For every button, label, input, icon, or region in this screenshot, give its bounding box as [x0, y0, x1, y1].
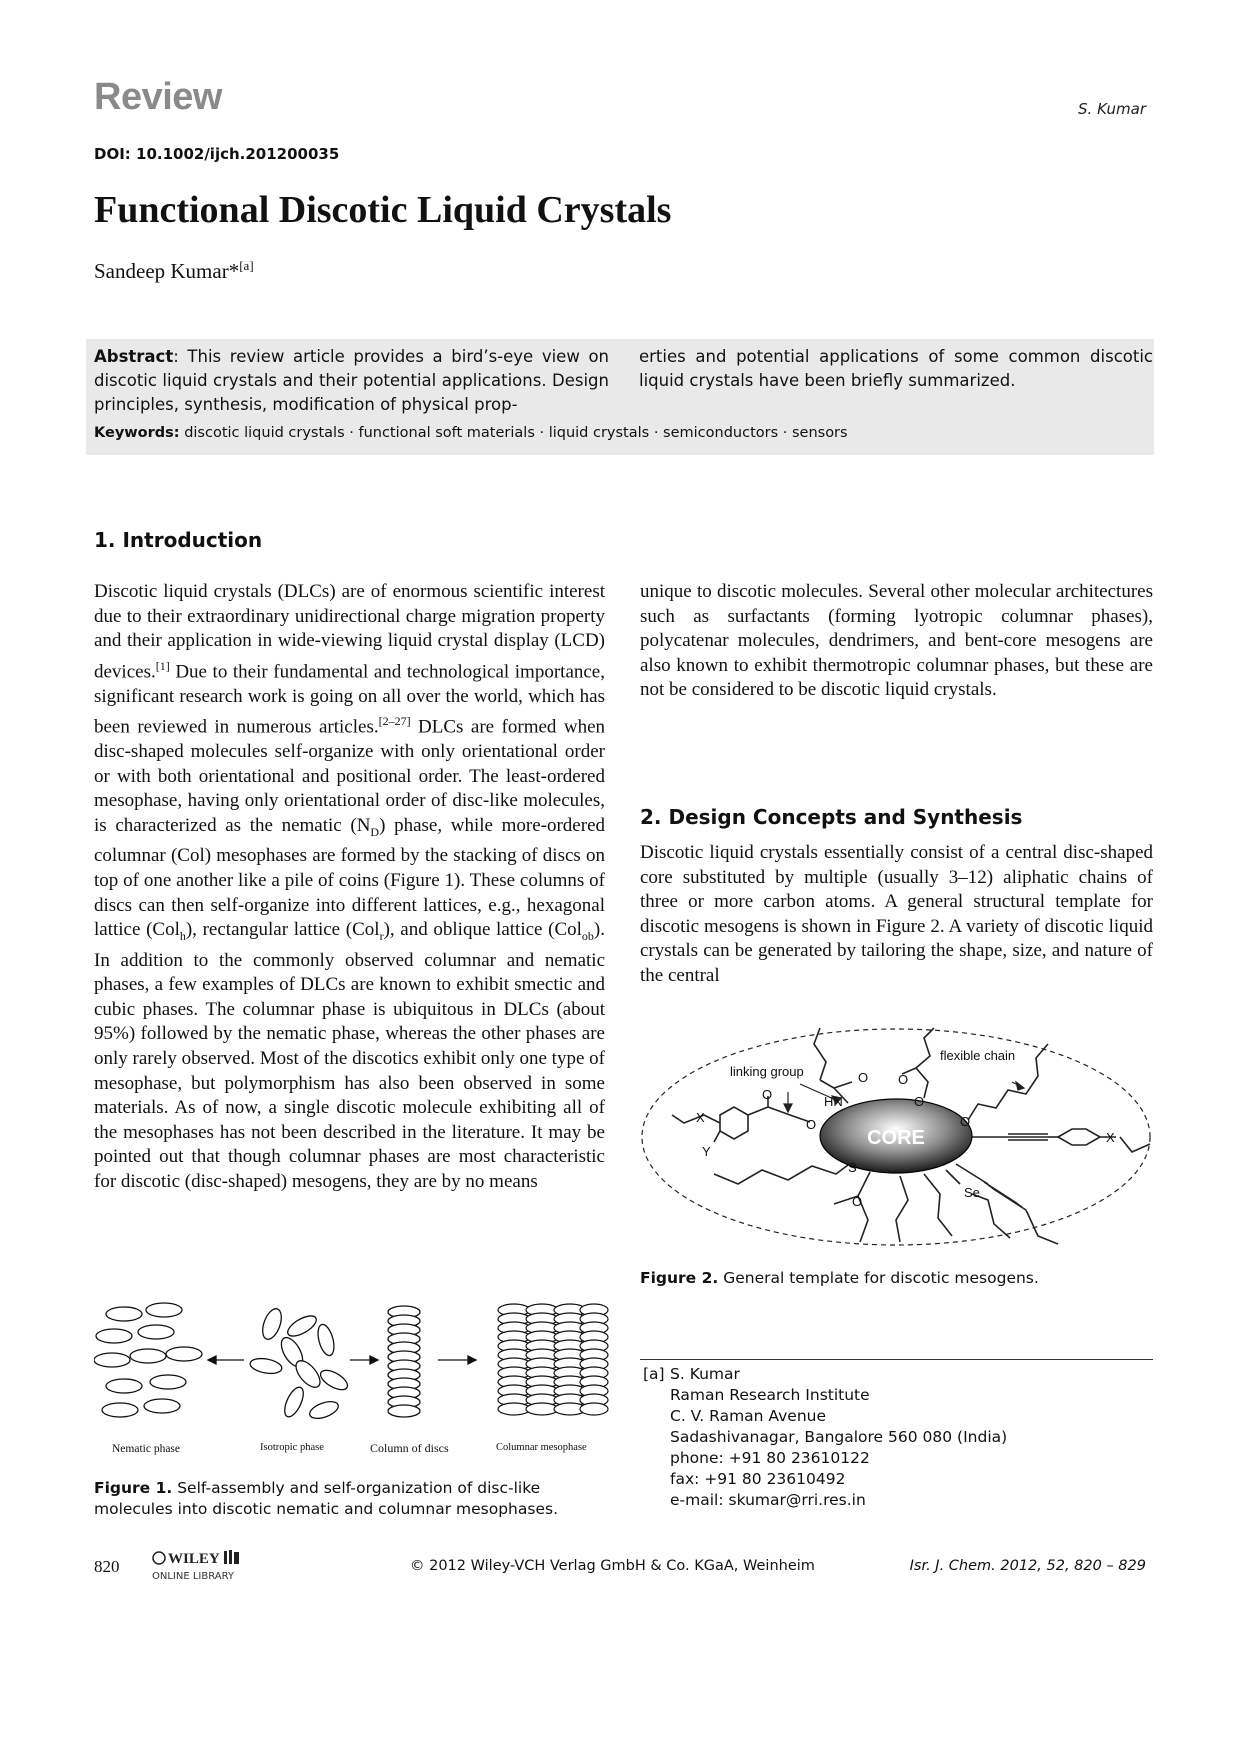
affiliation-email[interactable]: e-mail: skumar@rri.res.in: [670, 1491, 866, 1509]
svg-text:S: S: [848, 1160, 857, 1175]
linking-group-label: linking group: [730, 1064, 804, 1079]
figure-1-diagram: [94, 1300, 614, 1460]
page-number: 820: [94, 1557, 120, 1576]
svg-text:Se: Se: [964, 1185, 980, 1200]
svg-text:HN: HN: [824, 1094, 843, 1109]
affiliation-block: [643, 1364, 1007, 1511]
design-text: Discotic liquid crystals essentially consist of a central disc-shaped core substituted by multiple (usually 3–12) aliphatic chains of three or more carbon atoms. A general structural template for discotic mesogens is shown in Figure 2. A variety of discotic liquid crystals can be generated by tailoring the shape, size, and nature of the central: [640, 842, 1153, 986]
abstract-label: Abstract: [94, 347, 174, 366]
affiliation-institute: Raman Research Institute: [670, 1386, 870, 1404]
keywords-text: discotic liquid crystals · functional soft materials · liquid crystals · semiconductors · sensors: [184, 425, 848, 441]
intro-right-column: unique to discotic molecules. Several other molecular architectures such as surfactants (forming lyotropic columnar phases), polycatenar molecules, dendrimers, and bent-core mesogens are also known to exhibit thermotropic columnar phases, but these are not be considered to be discotic liquid crystals.: [640, 581, 1153, 701]
affiliation-rule: [640, 1359, 1153, 1360]
abstract-text-right: erties and potential applications of some common discotic liquid crystals have been briefly summarized.: [639, 347, 1153, 390]
figure-2-caption: [640, 1268, 1153, 1289]
journal-citation: Isr. J. Chem. 2012, 52, 820 – 829: [909, 1558, 1146, 1574]
wiley-logo-icon: [152, 1549, 252, 1583]
intro-left-column: Discotic liquid crystals (DLCs) are of enormous scientific interest due to their extraordinary unidirectional charge migration property and their application in wide-viewing liquid crystal display (LCD) devices.[1] Due to their fundamental and technological importance, significant research work is going on all over the world, which has been reviewed in numerous articles.[2–27] DLCs are formed when disc-shaped molecules self-organize with only orientational order or with both orientational and positional order. The least-ordered mesophase, having only orientational order of disc-like molecules, is characterized as the nematic $(N_D)$ phase, while more-ordered columnar (Col) mesophases are formed by the stacking of discs on top of one another like a pile of coins (Figure 1). These columns of discs can then self-organize into different lattices, e.g., hexagonal lattice (Col$_h$), rectangular lattice (Col$_r$), and oblique lattice (Col$_{ob}$). In addition to the commonly observed columnar and nematic phases, a few examples of DLCs are known to exhibit smectic and cubic phases. The columnar phase is ubiquitous in DLCs (about 95%) followed by the nematic phase, whereas the other phases are only rarely observed. Most of the discotics exhibit only one type of mesophase, but polymorphism has also been observed in some materials. As of now, a single discotic molecule exhibiting all of the mesophases has not been described in the literature. It may be pointed out that though columnar phases are most characteristic for discotic (disc-shaped) mesogens, they are by no means: [94, 581, 606, 1192]
svg-text:O: O: [960, 1114, 971, 1129]
keywords: [94, 425, 848, 441]
figure-1-caption: [94, 1478, 606, 1520]
abstract-text-left: : This review article provides a bird’s-eye view on discotic liquid crystals and their potential applications. Design principles, synthesis, modification of physical prop-: [94, 347, 609, 414]
running-author: S. Kumar: [1078, 100, 1146, 118]
affiliation-fax: fax: +91 80 23610492: [670, 1470, 846, 1488]
citation-ref[interactable]: [2–27]: [378, 714, 411, 729]
affiliation-name: S. Kumar: [670, 1365, 740, 1383]
abstract-box: [86, 339, 1154, 455]
citation-ref[interactable]: [1]: [155, 658, 170, 673]
doi[interactable]: DOI: 10.1002/ijch.201200035: [94, 145, 340, 163]
intro-heading: 1. Introduction: [94, 528, 263, 552]
svg-text:X: X: [696, 1110, 705, 1125]
abstract-left-column: [94, 345, 609, 417]
svg-text:O: O: [806, 1117, 817, 1132]
affiliation-city: Sadashivanagar, Bangalore 560 080 (India): [670, 1428, 1008, 1446]
svg-text:Y: Y: [702, 1144, 711, 1159]
svg-text:O: O: [858, 1070, 869, 1085]
svg-text:O: O: [898, 1072, 909, 1087]
author-line: [94, 258, 254, 284]
author-affiliation-mark: [a]: [239, 258, 254, 273]
flexible-chain-label: flexible chain: [940, 1048, 1016, 1063]
section-label: Review: [94, 76, 222, 118]
wiley-online-library-logo[interactable]: [152, 1549, 252, 1588]
figure-1-caption-text: Self-assembly and self-organization of disc-like molecules into discotic nematic and columnar mesophases.: [94, 1479, 558, 1518]
columnar-mesophase-label: Columnar mesophase: [496, 1442, 587, 1453]
isotropic-phase-label: Isotropic phase: [260, 1442, 324, 1453]
core-label: CORE: [867, 1127, 925, 1149]
nematic-phase-label: Nematic phase: [112, 1443, 181, 1455]
svg-text:O: O: [762, 1087, 773, 1102]
affiliation-phone: phone: +91 80 23610122: [670, 1449, 870, 1467]
svg-text:O: O: [852, 1194, 863, 1209]
svg-text:X: X: [1106, 1130, 1115, 1145]
svg-text:ONLINE LIBRARY: ONLINE LIBRARY: [152, 1571, 235, 1582]
column-of-discs-label: Column of discs: [370, 1441, 449, 1455]
svg-text:WILEY: WILEY: [168, 1551, 220, 1567]
affiliation-street: C. V. Raman Avenue: [670, 1407, 826, 1425]
figure-2-diagram: [638, 1024, 1154, 1250]
figure-1-caption-label: Figure 1.: [94, 1479, 173, 1497]
design-heading: 2. Design Concepts and Synthesis: [640, 805, 1023, 829]
figure-2-caption-text: General template for discotic mesogens.: [723, 1269, 1039, 1287]
keywords-label: Keywords:: [94, 425, 180, 441]
abstract-right-column: [639, 345, 1153, 393]
figure-2-caption-label: Figure 2.: [640, 1269, 719, 1287]
copyright: © 2012 Wiley-VCH Verlag GmbH & Co. KGaA, Weinheim: [410, 1558, 815, 1574]
author-name: Sandeep Kumar*: [94, 259, 240, 283]
svg-text:O: O: [914, 1094, 925, 1109]
affiliation-tag: [a]: [643, 1365, 665, 1383]
article-title: Functional Discotic Liquid Crystals: [94, 189, 672, 231]
